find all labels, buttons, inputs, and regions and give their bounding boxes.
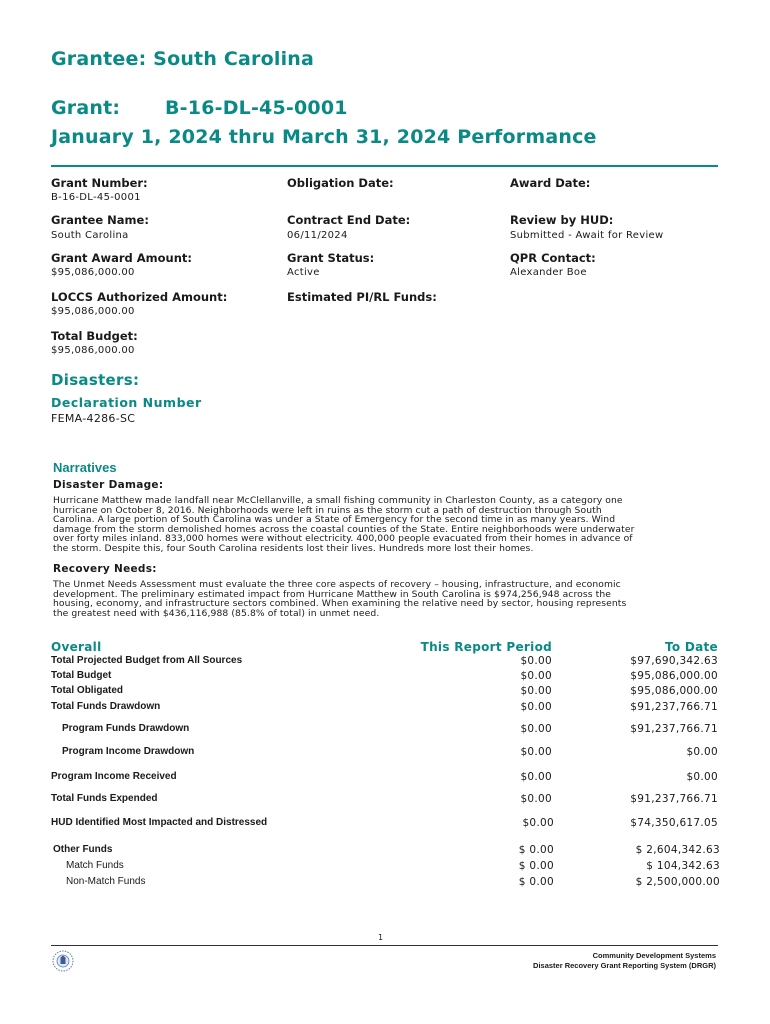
paragraph-line: the storm. Despite this, four South Carolina residents lost their lives. Hundreds more lost their homes.: [53, 542, 534, 554]
grant-label: Grant:: [51, 97, 121, 119]
fin-row-todate: $95,086,000.00: [630, 670, 718, 682]
fin-row-label: Program Income Received: [51, 771, 177, 782]
fin-row-todate: $0.00: [686, 746, 718, 758]
fin-row-todate: $74,350,617.05: [630, 817, 718, 829]
fin-row-todate: $97,690,342.63: [630, 655, 718, 667]
award-amount-label: Grant Award Amount:: [51, 251, 193, 265]
footer-line-2: Disaster Recovery Grant Reporting System (DRGR): [533, 961, 716, 970]
paragraph-line: over forty miles inland. 833,000 homes were without electricity. 400,000 people evacuated from their homes in advance of: [53, 533, 633, 545]
fin-row-label: HUD Identified Most Impacted and Distressed: [51, 817, 268, 828]
loccs-label: LOCCS Authorized Amount:: [51, 290, 228, 304]
report-period-column-header: This Report Period: [420, 640, 552, 654]
fin-row-todate: $ 104,342.63: [646, 860, 720, 872]
hud-seal-icon: [52, 950, 74, 972]
paragraph-line: housing, economy, and infrastructure sectors combined. When examining the relative need by sector, housing represents: [53, 598, 627, 610]
fin-row-todate: $0.00: [686, 771, 718, 783]
declaration-value: FEMA-4286-SC: [51, 412, 136, 425]
performance-period-title: January 1, 2024 thru March 31, 2024 Performance: [51, 126, 597, 148]
fin-row-todate: $91,237,766.71: [630, 793, 718, 805]
grant-status-value: Active: [287, 267, 320, 278]
total-budget-value: $95,086,000.00: [51, 345, 135, 356]
obligation-date-label: Obligation Date:: [287, 176, 394, 190]
overall-column-header: Overall: [51, 640, 102, 654]
recovery-needs-text: [53, 580, 703, 618]
grantee-title: Grantee: South Carolina: [51, 48, 315, 70]
narratives-heading: Narratives: [53, 460, 117, 475]
fin-row-period: $0.00: [520, 685, 552, 697]
review-value: Submitted - Await for Review: [510, 230, 664, 241]
fin-row-todate: $ 2,500,000.00: [635, 876, 720, 888]
disaster-damage-text: [53, 496, 703, 554]
qpr-contact-value: Alexander Boe: [510, 267, 587, 278]
fin-row-period: $0.00: [520, 793, 552, 805]
fin-row-period: $0.00: [520, 746, 552, 758]
fin-row-todate: $91,237,766.71: [630, 723, 718, 735]
grant-number-label: Grant Number:: [51, 176, 148, 190]
pirl-funds-label: Estimated PI/RL Funds:: [287, 290, 437, 304]
fin-row-period: $0.00: [520, 701, 552, 713]
contract-end-label: Contract End Date:: [287, 213, 411, 227]
fin-row-label: Total Projected Budget from All Sources: [51, 655, 243, 666]
footer-line-1: Community Development Systems: [592, 951, 716, 960]
match-funds-label: Match Funds: [66, 860, 124, 871]
grantee-name-label: Grantee Name:: [51, 213, 149, 227]
fin-row-period: $0.00: [520, 670, 552, 682]
fin-row-label: Program Funds Drawdown: [62, 723, 190, 734]
fin-row-period: $0.00: [520, 655, 552, 667]
fin-row-period: $0.00: [522, 817, 554, 829]
non-match-funds-label: Non-Match Funds: [66, 876, 146, 887]
fin-row-label: Total Funds Drawdown: [51, 701, 161, 712]
other-funds-label: Other Funds: [53, 844, 113, 855]
paragraph-line: damage from the storm demolished homes across the coastal counties of the State. Entire neighborhoods were underwater: [53, 523, 635, 535]
fin-row-todate: $95,086,000.00: [630, 685, 718, 697]
fin-row-todate: $91,237,766.71: [630, 701, 718, 713]
paragraph-line: the greatest need with $436,116,988 (85.8% of total) in unmet need.: [53, 607, 380, 619]
fin-row-period: $ 0.00: [518, 844, 554, 856]
fin-row-period: $0.00: [520, 771, 552, 783]
paragraph-line: hurricane on October 8, 2016. Neighborhoods were left in ruins as the storm cut a path of destruction through South: [53, 504, 602, 516]
fin-row-label: Total Obligated: [51, 685, 124, 696]
paragraph-line: The Unmet Needs Assessment must evaluate the three core aspects of recovery – housing, infrastructure, and economic: [53, 579, 621, 590]
to-date-column-header: To Date: [664, 640, 718, 654]
review-label: Review by HUD:: [510, 213, 614, 227]
grantee-name-value: South Carolina: [51, 230, 129, 241]
fin-row-label: Program Income Drawdown: [62, 746, 195, 757]
page-number: 1: [378, 933, 384, 942]
grant-status-label: Grant Status:: [287, 251, 375, 265]
grant-number-value: B-16-DL-45-0001: [51, 192, 141, 203]
declaration-heading: Declaration Number: [51, 395, 202, 410]
fin-row-label: Total Budget: [51, 670, 112, 681]
qpr-contact-label: QPR Contact:: [510, 251, 596, 265]
fin-row-period: $ 0.00: [518, 860, 554, 872]
disasters-heading: Disasters:: [51, 371, 140, 389]
loccs-value: $95,086,000.00: [51, 306, 135, 317]
paragraph-line: Carolina. A large portion of South Carolina was under a State of Emergency for the second time in as many years. Wind: [53, 514, 616, 526]
fin-row-label: Total Funds Expended: [51, 793, 158, 804]
award-date-label: Award Date:: [510, 176, 591, 190]
fin-row-period: $0.00: [520, 723, 552, 735]
recovery-needs-heading: Recovery Needs:: [53, 563, 157, 575]
grant-number-title: B-16-DL-45-0001: [165, 97, 348, 119]
fin-row-todate: $ 2,604,342.63: [635, 844, 720, 856]
fin-row-period: $ 0.00: [518, 876, 554, 888]
paragraph-line: development. The preliminary estimated impact from Hurricane Matthew in South Carolina is $974,256,948 across the: [53, 588, 612, 600]
total-budget-label: Total Budget:: [51, 329, 138, 343]
contract-end-value: 06/11/2024: [287, 230, 348, 241]
header-rule: [51, 165, 718, 167]
paragraph-line: Hurricane Matthew made landfall near McClellanville, a small fishing community in Charleston County, as a category one: [53, 495, 623, 506]
award-amount-value: $95,086,000.00: [51, 267, 135, 278]
disaster-damage-heading: Disaster Damage:: [53, 479, 164, 491]
footer-rule: [51, 945, 718, 946]
